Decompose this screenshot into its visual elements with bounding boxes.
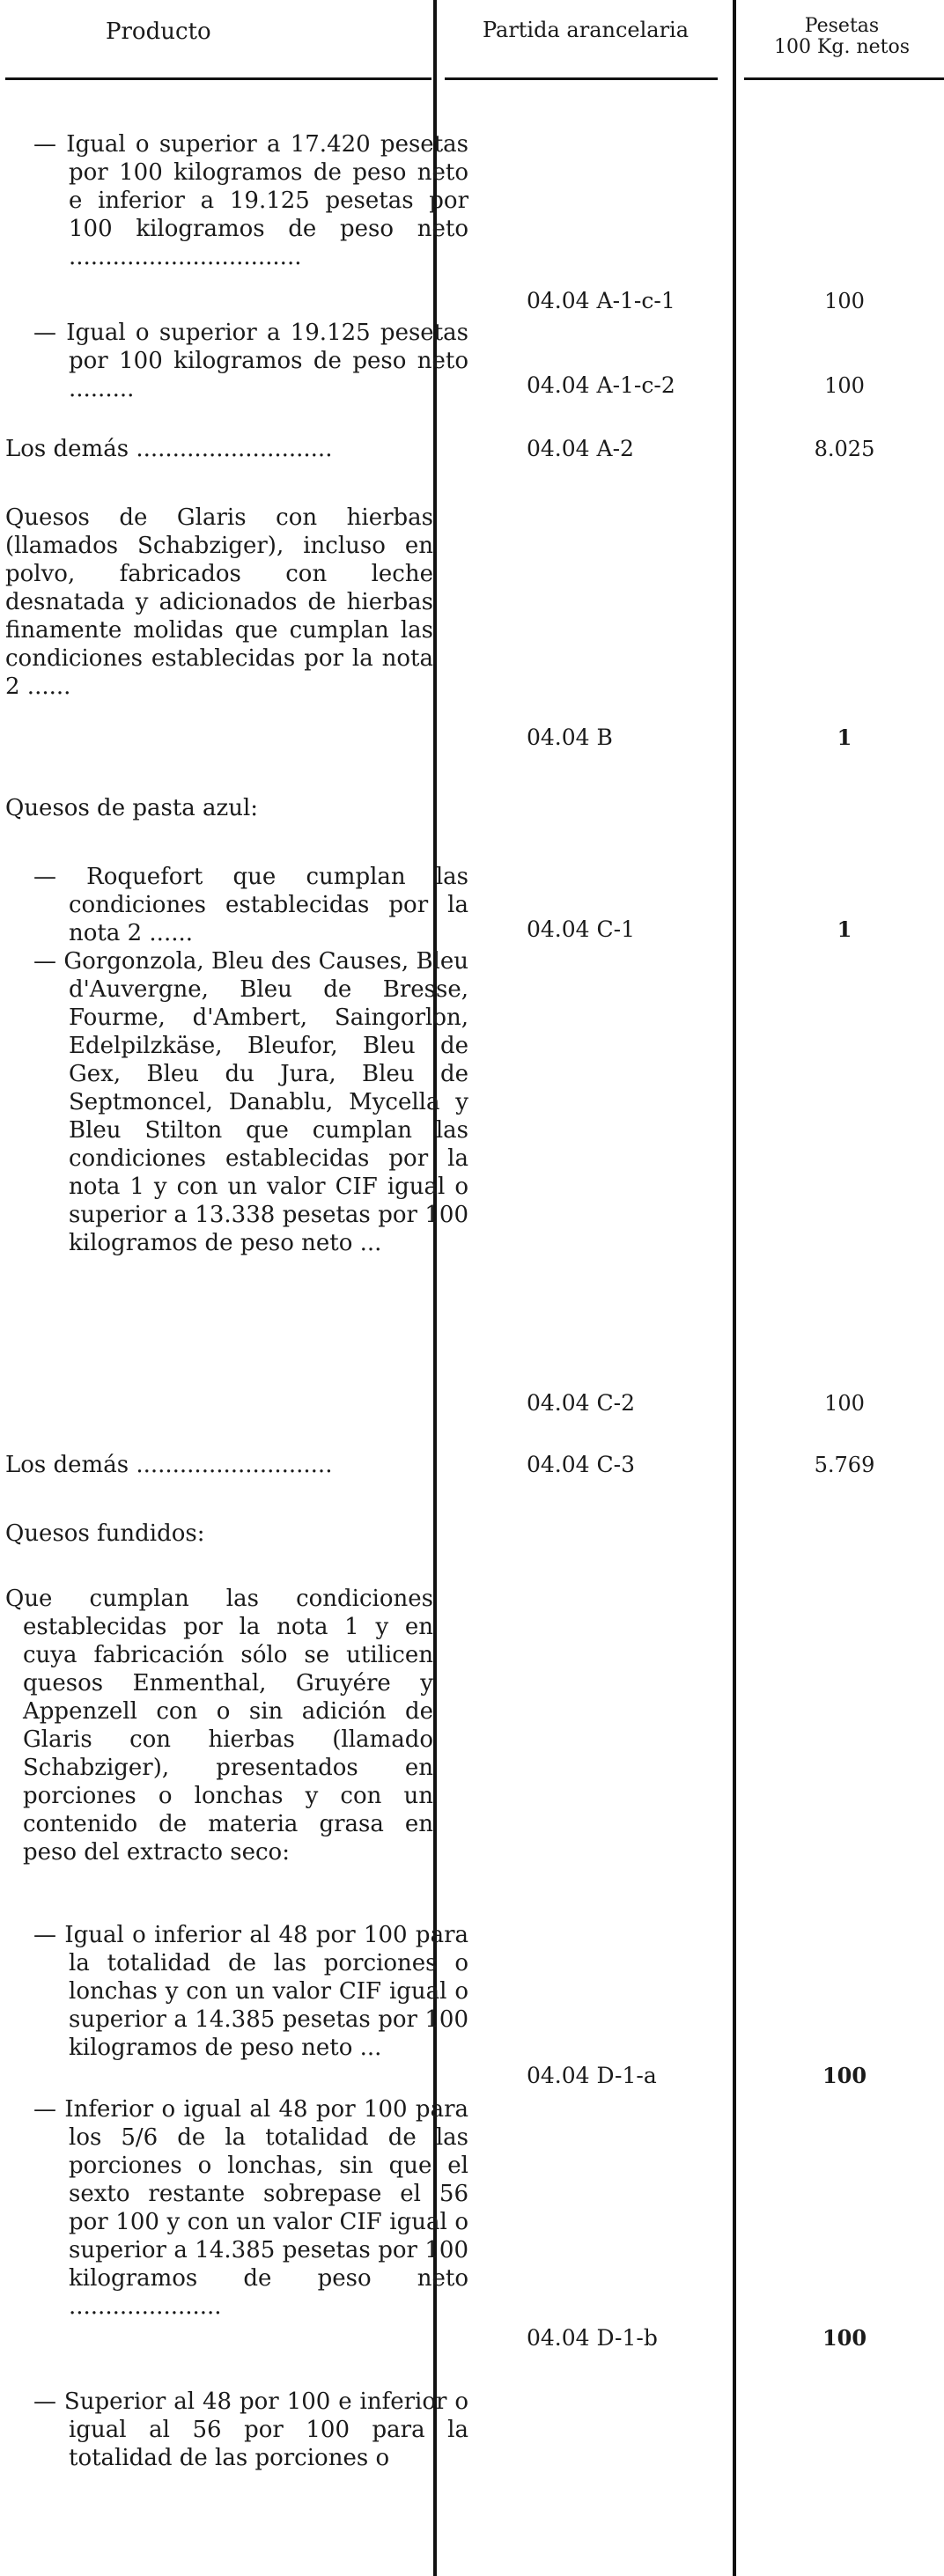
section-heading: Quesos fundidos: xyxy=(5,1520,205,1547)
tariff-code: 04.04 A-1-c-1 xyxy=(527,288,675,313)
price-value: 100 xyxy=(824,1391,865,1416)
product-text: — Igual o superior a 19.125 pesetas por 100 kilogramos de peso neto ......... xyxy=(33,320,468,402)
price-value: 100 xyxy=(822,2063,867,2088)
product-text: Los demás ........................... xyxy=(5,436,333,462)
header-pesetas-line1: Pesetas xyxy=(804,15,880,37)
header-pesetas xyxy=(740,16,944,58)
tariff-code: 04.04 A-2 xyxy=(527,436,634,461)
tariff-code: 04.04 C-1 xyxy=(527,916,635,942)
price-value: 8.025 xyxy=(814,437,875,461)
product-text: Los demás ........................... xyxy=(5,1452,333,1478)
header-rule-partida xyxy=(445,77,718,80)
product-text: — Superior al 48 por 100 e inferior o igual al 56 por 100 para la totalidad de las porciones o xyxy=(33,2388,468,2471)
product-text: — Igual o superior a 17.420 pesetas por 100 kilogramos de peso neto e inferior a 19.125 pesetas por 100 kilogramos de peso neto ................................ xyxy=(33,131,468,270)
price-value: 100 xyxy=(824,289,865,313)
header-pesetas-line2: 100 Kg. netos xyxy=(773,36,911,58)
tariff-code: 04.04 A-1-c-2 xyxy=(527,372,675,398)
column-divider-2 xyxy=(733,0,736,2576)
tariff-code: 04.04 D-1-a xyxy=(527,2063,657,2088)
price-value: 100 xyxy=(822,2325,867,2351)
price-value: 1 xyxy=(837,725,852,750)
product-text: — Igual o inferior al 48 por 100 para la totalidad de las porciones o lonchas y con un valor CIF igual o superior a 14.385 pesetas por 100 kilogramos de peso neto ... xyxy=(33,1922,468,2061)
section-heading: Quesos de pasta azul: xyxy=(5,795,259,821)
header-rule-pesetas xyxy=(744,77,944,80)
header-producto: Producto xyxy=(106,18,211,45)
price-value: 5.769 xyxy=(814,1453,875,1477)
product-text: — Inferior o igual al 48 por 100 para los 5/6 de la totalidad de las porciones o lonchas, sin que el sexto restante sobrepase el 56 por 100 y con un valor CIF igual o superior a 14.385 pesetas por 100 kilogramos de peso neto ..................... xyxy=(33,2096,468,2320)
price-value: 1 xyxy=(837,916,852,942)
price-value: 100 xyxy=(824,373,865,398)
header-partida-arancelaria: Partida arancelaria xyxy=(482,18,690,42)
tariff-code: 04.04 C-2 xyxy=(527,1390,635,1416)
header-rule-producto xyxy=(5,77,431,80)
tariff-code: 04.04 B xyxy=(527,725,613,750)
product-text: Quesos de Glaris con hierbas (llamados Schabziger), incluso en polvo, fabricados con leche desnatada y adicionados de hierbas finamente molidas que cumplan las condiciones establecidas por la nota 2 ...... xyxy=(5,504,433,700)
tariff-code: 04.04 C-3 xyxy=(527,1452,635,1477)
tariff-code: 04.04 D-1-b xyxy=(527,2325,658,2351)
product-text: Que cumplan las condiciones establecidas por la nota 1 y en cuya fabricación sólo se utilicen quesos Enmenthal, Gruyére y Appenzell con o sin adición de Glaris con hierbas (llamado Schabziger), presentados en porciones o lonchas y con un contenido de materia grasa en peso del extracto seco: xyxy=(5,1586,433,1866)
product-text: — Roquefort que cumplan las condiciones establecidas por la nota 2 ...... xyxy=(33,864,468,946)
product-text: — Gorgonzola, Bleu des Causes, Bleu d'Auvergne, Bleu de Bresse, Fourme, d'Ambert, Saingorlon, Edelpilzkäse, Bleufor, Bleu de Gex, Bleu du Jura, Bleu de Septmoncel, Danablu, Mycella y Bleu Stilton que cumplan las condiciones establecidas por la nota 1 y con un valor CIF igual o superior a 13.338 pesetas por 100 kilogramos de peso neto ... xyxy=(33,948,468,1256)
